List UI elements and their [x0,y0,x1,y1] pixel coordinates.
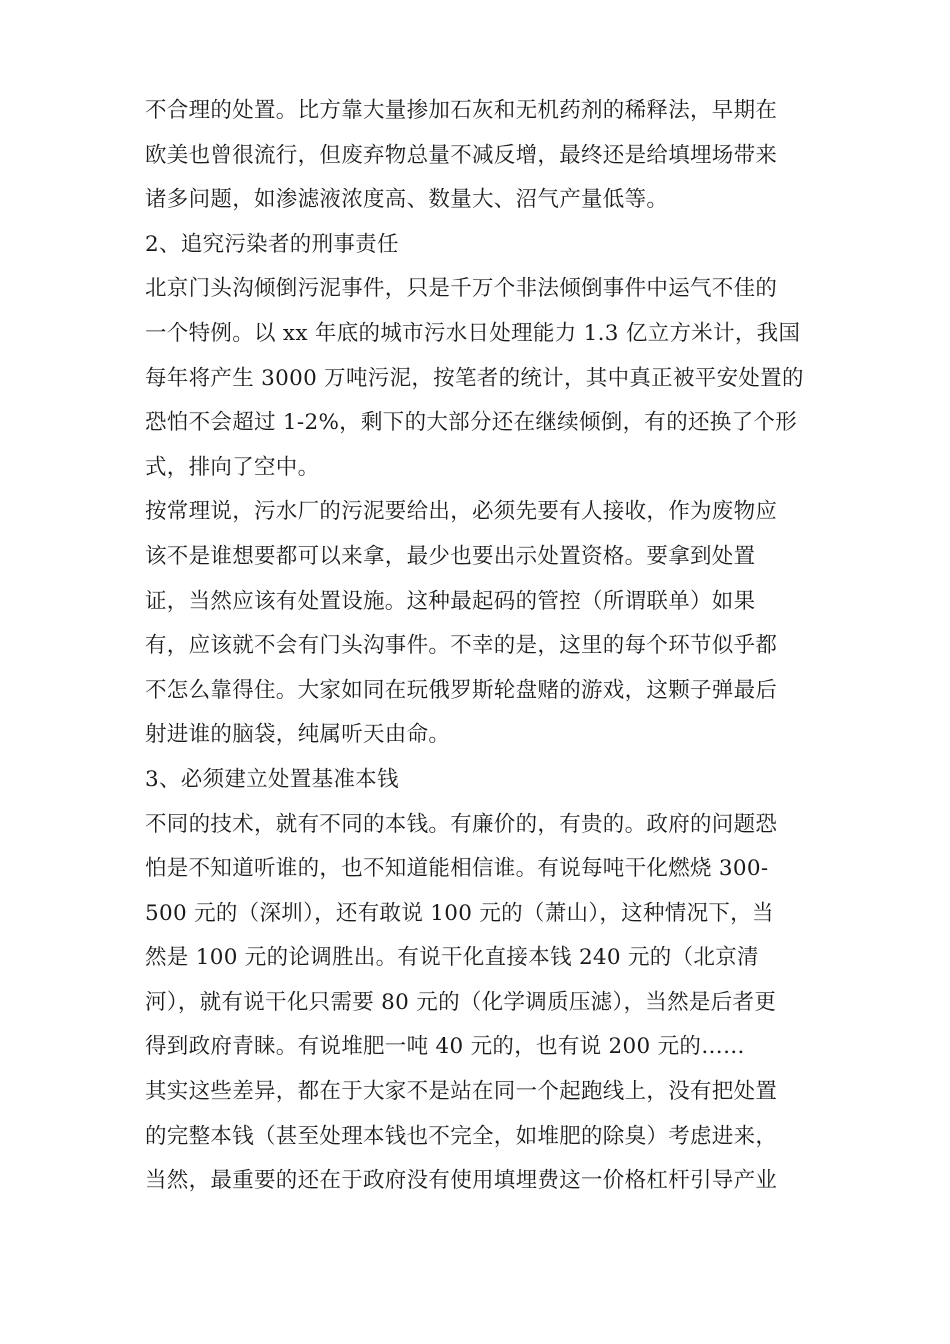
text-line: 证，当然应该有处置设施。这种最起码的管控（所谓联单）如果 [145,588,756,614]
text-line: 有，应该就不会有门头沟事件。不幸的是，这里的每个环节似乎都 [145,633,778,659]
text-line: 每年将产生 3000 万吨污泥，按笔者的统计，其中真正被平安处置的 [145,365,804,391]
text-line: 得到政府青睐。有说堆肥一吨 40 元的，也有说 200 元的…… [145,1034,745,1060]
text-line: 500 元的（深圳），还有敢说 100 元的（萧山），这种情况下，当 [145,900,774,926]
text-line: 河），就有说干化只需要 80 元的（化学调质压滤），当然是后者更 [145,989,777,1015]
section-heading: 2、追究污染者的刑事责任 [145,231,399,257]
text-line: 不同的技术，就有不同的本钱。有廉价的，有贵的。政府的问题恐 [145,811,778,837]
text-line: 该不是谁想要都可以来拿，最少也要出示处置资格。要拿到处置 [145,543,756,569]
section-heading: 3、必须建立处置基准本钱 [145,766,399,792]
text-line: 欧美也曾很流行，但废弃物总量不减反增，最终还是给填埋场带来 [145,142,778,168]
text-line: 当然，最重要的还在于政府没有使用填埋费这一价格杠杆引导产业 [145,1168,778,1194]
text-line: 北京门头沟倾倒污泥事件，只是千万个非法倾倒事件中运气不佳的 [145,276,778,302]
text-line: 一个特例。以 xx 年底的城市污水日处理能力 1.3 亿立方米计，我国 [145,320,801,346]
text-line: 的完整本钱（甚至处理本钱也不完全，如堆肥的除臭）考虑进来， [145,1123,778,1149]
text-line: 怕是不知道听谁的，也不知道能相信谁。有说每吨干化燃烧 300- [145,856,769,882]
text-line: 射进谁的脑袋，纯属听天由命。 [145,722,451,748]
text-line: 式，排向了空中。 [145,454,320,480]
text-line: 然是 100 元的论调胜出。有说干化直接本钱 240 元的（北京清 [145,945,759,971]
text-line: 不怎么靠得住。大家如同在玩俄罗斯轮盘赌的游戏，这颗子弹最后 [145,677,778,703]
text-line: 不合理的处置。比方靠大量掺加石灰和无机药剂的稀释法，早期在 [145,98,778,123]
text-line: 恐怕不会超过 1-2%，剩下的大部分还在继续倾倒，有的还换了个形 [145,410,797,436]
text-line: 诸多问题，如渗滤液浓度高、数量大、沼气产量低等。 [145,187,669,213]
text-line: 按常理说，污水厂的污泥要给出，必须先要有人接收，作为废物应 [145,499,778,525]
body-text [145,89,810,1204]
text-line: 其实这些差异，都在于大家不是站在同一个起跑线上，没有把处置 [145,1079,778,1105]
